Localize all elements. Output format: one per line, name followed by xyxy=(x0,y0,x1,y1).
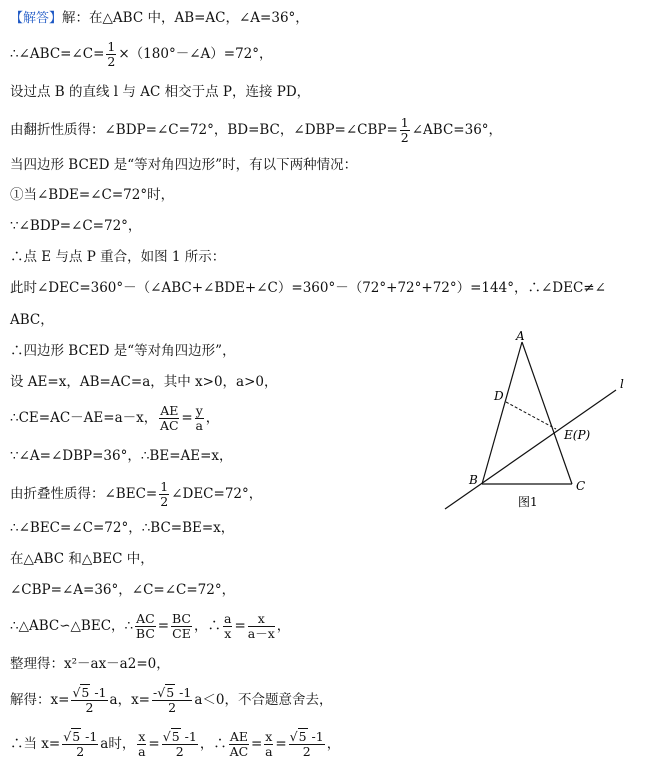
text: ，∴ xyxy=(194,618,221,634)
line-21 xyxy=(10,686,332,715)
text: 解：在△ABC 中，AB=AC，∠A=36°， xyxy=(62,10,309,26)
sqrt-sign: √ xyxy=(162,729,171,744)
side-AC xyxy=(522,342,572,484)
line-5: 当四边形 BCED 是“等对角四边形”时，有以下两种情况： xyxy=(10,157,358,173)
fraction xyxy=(289,730,325,759)
equals: = xyxy=(234,618,246,634)
numerator: 1 xyxy=(107,39,116,54)
numerator xyxy=(71,686,107,701)
sqrt-sign: √ xyxy=(72,685,81,700)
label-E: E(P) xyxy=(564,428,591,442)
numerator: x xyxy=(248,612,275,627)
text: ∴CE=AC－AE=a－x， xyxy=(10,410,158,426)
line-12: 设 AE=x，AB=AC=a，其中 x>0，a>0， xyxy=(10,374,278,390)
radicand: 5 xyxy=(166,685,175,700)
fraction xyxy=(106,40,116,69)
text: -1 xyxy=(90,685,107,700)
denominator: 2 xyxy=(175,744,184,759)
fraction xyxy=(223,612,232,641)
numerator: y xyxy=(195,403,203,418)
equals: = xyxy=(157,618,170,634)
line-19 xyxy=(10,612,290,641)
side-AB xyxy=(482,342,522,484)
text: ，∴ xyxy=(199,736,227,752)
answer-tag: 【解答】 xyxy=(10,11,63,26)
text: ， xyxy=(326,736,341,752)
line-1 xyxy=(10,9,309,28)
fraction xyxy=(159,404,179,433)
text: ×（180°－∠A）=72°， xyxy=(118,46,273,62)
label-D: D xyxy=(494,389,504,403)
denominator: x xyxy=(224,626,232,641)
text: -1 xyxy=(81,729,98,744)
equals: = xyxy=(181,410,193,426)
line-l xyxy=(445,390,616,509)
fraction xyxy=(195,404,204,433)
fraction xyxy=(159,480,169,509)
figure-caption: 图1 xyxy=(518,495,538,509)
denominator: a－x xyxy=(247,626,275,641)
denominator: 2 xyxy=(76,744,85,759)
denominator: a xyxy=(138,744,146,759)
numerator: 1 xyxy=(160,479,169,494)
line-22 xyxy=(10,730,340,759)
line-11: ∴四边形 BCED 是“等对角四边形”， xyxy=(10,343,236,359)
line-10: ABC， xyxy=(10,312,54,328)
fraction xyxy=(171,612,192,641)
sqrt-sign: √ xyxy=(289,729,298,744)
numerator xyxy=(152,686,192,701)
line-13 xyxy=(10,404,219,433)
numerator xyxy=(289,730,325,745)
denominator: a xyxy=(265,744,273,759)
numerator: 1 xyxy=(400,115,409,130)
text: 由折叠性质得：∠BEC= xyxy=(10,486,158,502)
line-9: 此时∠DEC=360°－（∠ABC+∠BDE+∠C）=360°－（72°+72°+72°）=144°，∴∠DEC≠∠ xyxy=(10,280,606,296)
line-18: ∠CBP=∠A=36°，∠C=∠C=72°， xyxy=(10,582,236,598)
numerator xyxy=(62,730,98,745)
text: -1 xyxy=(307,729,324,744)
fraction xyxy=(135,612,156,641)
numerator: BC xyxy=(172,611,191,626)
text: ∴∠ABC=∠C= xyxy=(10,46,105,62)
line-20: 整理得：x²－ax－a2=0， xyxy=(10,656,170,672)
denominator: CE xyxy=(172,626,191,641)
fraction xyxy=(71,686,107,715)
denominator: 2 xyxy=(107,54,116,69)
fraction xyxy=(229,730,249,759)
sqrt-sign: -√ xyxy=(153,685,166,700)
line-8: ∴点 E 与点 P 重合，如图 1 所示： xyxy=(10,249,226,265)
line-14: ∵∠A=∠DBP=36°，∴BE=AE=x， xyxy=(10,448,233,464)
fraction xyxy=(248,612,275,641)
line-17: 在△ABC 和△BEC 中， xyxy=(10,551,154,567)
text: -1 xyxy=(180,729,197,744)
fraction xyxy=(137,730,146,759)
equals: = xyxy=(275,736,287,752)
numerator: a xyxy=(224,611,232,626)
text: a，x= xyxy=(109,692,150,708)
equals: = xyxy=(148,736,160,752)
text: ∠DEC=72°， xyxy=(171,486,263,502)
geometry-figure xyxy=(440,326,640,516)
denominator: 2 xyxy=(302,744,311,759)
fraction xyxy=(264,730,273,759)
radicand: 5 xyxy=(171,729,180,744)
line-16: ∴∠BEC=∠C=72°，∴BC=BE=x， xyxy=(10,520,235,536)
text: 由翻折性质得：∠BDP=∠C=72°，BD=BC，∠DBP=∠CBP= xyxy=(10,122,398,138)
denominator: AC xyxy=(229,744,249,759)
denominator: BC xyxy=(135,626,155,641)
denominator: a xyxy=(195,418,203,433)
equals: = xyxy=(250,736,263,752)
line-7: ∵∠BDP=∠C=72°， xyxy=(10,218,142,234)
radicand: 5 xyxy=(298,729,307,744)
sqrt-sign: √ xyxy=(63,729,72,744)
denominator: 2 xyxy=(160,494,169,509)
text: ， xyxy=(276,618,291,634)
denominator: AC xyxy=(160,418,179,433)
denominator: 2 xyxy=(400,130,409,145)
label-A: A xyxy=(516,329,525,343)
line-3: 设过点 B 的直线 l 与 AC 相交于点 P，连接 PD， xyxy=(10,84,311,100)
denominator: 2 xyxy=(168,700,177,715)
text: a＜0，不合题意舍去， xyxy=(194,692,333,708)
text: -1 xyxy=(175,685,192,700)
fraction xyxy=(400,116,410,145)
fraction xyxy=(162,730,198,759)
radicand: 5 xyxy=(81,685,90,700)
radicand: 5 xyxy=(72,729,81,744)
label-l: l xyxy=(620,377,624,391)
numerator: AE xyxy=(229,729,248,744)
fraction xyxy=(62,730,98,759)
numerator: AC xyxy=(136,611,155,626)
text: a时， xyxy=(100,736,136,752)
fraction xyxy=(152,686,192,715)
text: 解得：x= xyxy=(10,692,70,708)
label-C: C xyxy=(576,479,586,493)
text: ∴当 x= xyxy=(10,736,61,752)
line-15 xyxy=(10,480,262,509)
line-4 xyxy=(10,116,502,145)
text: ， xyxy=(205,410,220,426)
denominator: 2 xyxy=(85,700,94,715)
numerator: AE xyxy=(160,403,179,418)
label-B: B xyxy=(469,473,478,487)
numerator: x xyxy=(265,729,273,744)
text: ∴△ABC∽△BEC，∴ xyxy=(10,618,134,634)
line-6: ①当∠BDE=∠C=72°时， xyxy=(10,187,175,203)
text: ∠ABC=36°， xyxy=(411,122,503,138)
numerator: x xyxy=(138,729,146,744)
line-2 xyxy=(10,40,273,69)
numerator xyxy=(162,730,198,745)
